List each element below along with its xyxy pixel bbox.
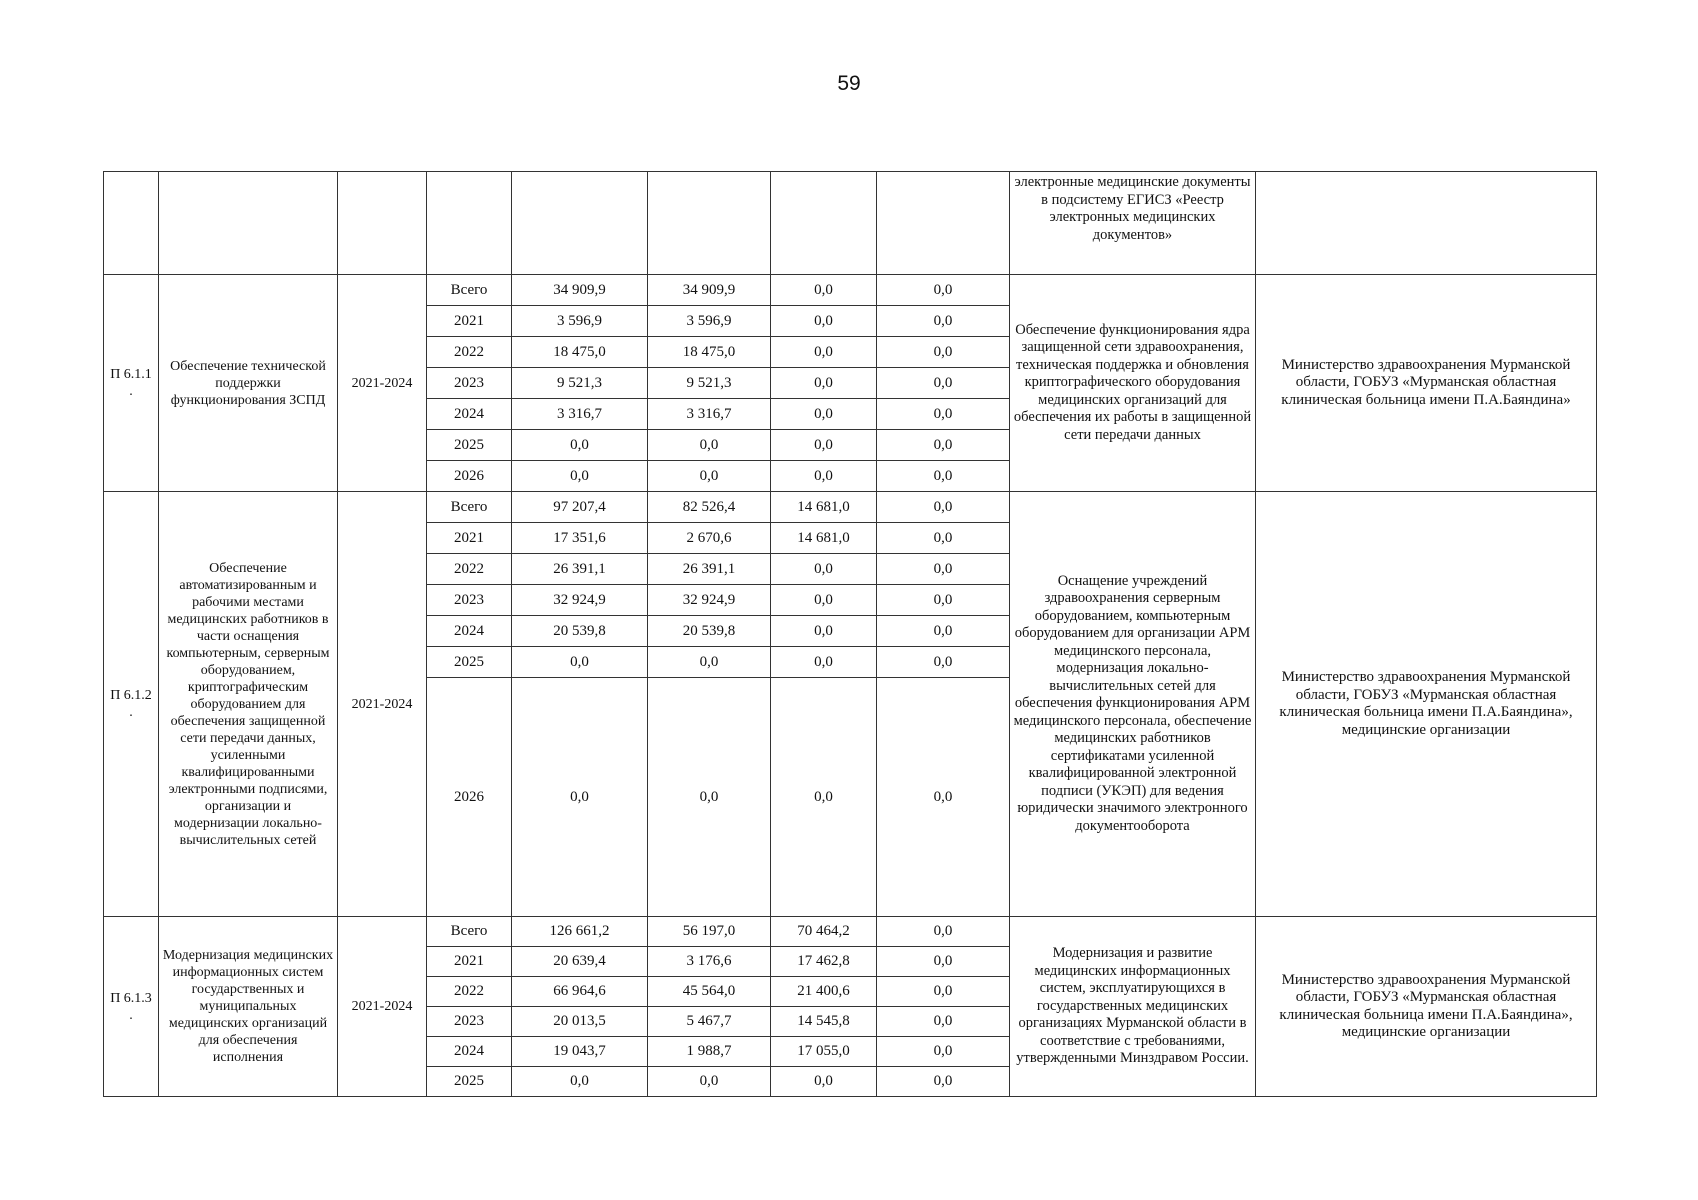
value-source-2: 0,0 [771, 616, 877, 647]
item-name: Модернизация медицинских информационных систем государственных и муниципальных медицинских организаций для обеспечения исполнения [159, 917, 338, 1097]
item-code: П 6.1.2 . [104, 492, 159, 917]
value-source-3: 0,0 [877, 917, 1010, 947]
year-cell: 2023 [427, 585, 512, 616]
value-total: 20 013,5 [512, 1007, 648, 1037]
code-cell [104, 172, 159, 275]
year-cell: Всего [427, 275, 512, 306]
value-source-1: 0,0 [648, 461, 771, 492]
value-source-3: 0,0 [877, 337, 1010, 368]
value-total: 0,0 [512, 461, 648, 492]
value-source-3: 0,0 [877, 585, 1010, 616]
value-total: 32 924,9 [512, 585, 648, 616]
table-body [104, 172, 1597, 1097]
value-source-3: 0,0 [877, 947, 1010, 977]
value-source-2: 0,0 [771, 1067, 877, 1097]
item-description: Модернизация и развитие медицинских информационных систем, эксплуатирующихся в государственных медицинских организациях Мурманской области в соответствие с требованиями, утвержденными Минздравом России. [1010, 917, 1256, 1097]
value-total: 126 661,2 [512, 917, 648, 947]
value-source-2: 0,0 [771, 585, 877, 616]
continuation-row [104, 172, 1597, 275]
year-cell: 2025 [427, 1067, 512, 1097]
value-source-3: 0,0 [877, 306, 1010, 337]
item-period: 2021-2024 [338, 917, 427, 1097]
year-cell: 2022 [427, 337, 512, 368]
year-cell: 2024 [427, 399, 512, 430]
responsible-cell [1256, 172, 1597, 275]
value-total: 66 964,6 [512, 977, 648, 1007]
value-source-3: 0,0 [877, 977, 1010, 1007]
value-cell [648, 172, 771, 275]
value-total: 0,0 [512, 647, 648, 678]
value-source-3: 0,0 [877, 1067, 1010, 1097]
year-cell: 2024 [427, 616, 512, 647]
value-cell [771, 172, 877, 275]
year-cell [427, 172, 512, 275]
value-source-3: 0,0 [877, 554, 1010, 585]
table-row [104, 917, 1597, 947]
value-source-2: 0,0 [771, 337, 877, 368]
value-source-1: 1 988,7 [648, 1037, 771, 1067]
value-total: 20 639,4 [512, 947, 648, 977]
value-source-1: 2 670,6 [648, 523, 771, 554]
name-cell [159, 172, 338, 275]
table-row [104, 492, 1597, 523]
value-source-1: 56 197,0 [648, 917, 771, 947]
period-cell [338, 172, 427, 275]
value-source-1: 0,0 [648, 647, 771, 678]
value-total: 3 596,9 [512, 306, 648, 337]
value-source-1: 3 596,9 [648, 306, 771, 337]
value-source-3: 0,0 [877, 523, 1010, 554]
item-responsible: Министерство здравоохранения Мурманской области, ГОБУЗ «Мурманская областная клиническая больница имени П.А.Баяндина» [1256, 275, 1597, 492]
value-total: 97 207,4 [512, 492, 648, 523]
value-source-2: 17 462,8 [771, 947, 877, 977]
year-cell: 2023 [427, 1007, 512, 1037]
value-source-1: 82 526,4 [648, 492, 771, 523]
year-cell: 2021 [427, 947, 512, 977]
year-cell: Всего [427, 492, 512, 523]
value-total: 0,0 [512, 678, 648, 917]
year-cell: 2026 [427, 461, 512, 492]
value-total: 9 521,3 [512, 368, 648, 399]
year-cell: Всего [427, 917, 512, 947]
year-cell: 2023 [427, 368, 512, 399]
value-source-2: 70 464,2 [771, 917, 877, 947]
year-cell: 2022 [427, 977, 512, 1007]
value-source-2: 0,0 [771, 430, 877, 461]
value-cell [512, 172, 648, 275]
value-total: 0,0 [512, 430, 648, 461]
value-total: 34 909,9 [512, 275, 648, 306]
value-cell [877, 172, 1010, 275]
value-total: 26 391,1 [512, 554, 648, 585]
value-source-2: 0,0 [771, 678, 877, 917]
value-source-1: 0,0 [648, 1067, 771, 1097]
value-source-2: 0,0 [771, 554, 877, 585]
value-source-2: 0,0 [771, 368, 877, 399]
value-source-3: 0,0 [877, 678, 1010, 917]
description-cell: электронные медицинские документы в подсистему ЕГИСЗ «Реестр электронных медицинских документов» [1010, 172, 1256, 275]
item-name: Обеспечение автоматизированным и рабочими местами медицинских работников в части оснащения компьютерным, серверным оборудованием, криптографическим оборудованием для обеспечения защищенной сети передачи данных, усиленными квалифицированными электронными подписями, организации и модернизации локально-вычислительных сетей [159, 492, 338, 917]
value-source-2: 14 681,0 [771, 523, 877, 554]
value-source-1: 32 924,9 [648, 585, 771, 616]
item-description: Обеспечение функционирования ядра защищенной сети здравоохранения, техническая поддержка и обновления криптографического оборудования медицинских организаций для обеспечения их работы в защищенной сети передачи данных [1010, 275, 1256, 492]
item-responsible: Министерство здравоохранения Мурманской области, ГОБУЗ «Мурманская областная клиническая больница имени П.А.Баяндина», медицинские организации [1256, 492, 1597, 917]
value-source-3: 0,0 [877, 275, 1010, 306]
item-name: Обеспечение технической поддержки функционирования ЗСПД [159, 275, 338, 492]
value-source-1: 20 539,8 [648, 616, 771, 647]
year-cell: 2025 [427, 647, 512, 678]
item-responsible: Министерство здравоохранения Мурманской области, ГОБУЗ «Мурманская областная клиническая больница имени П.А.Баяндина», медицинские организации [1256, 917, 1597, 1097]
value-source-1: 26 391,1 [648, 554, 771, 585]
item-period: 2021-2024 [338, 275, 427, 492]
value-source-3: 0,0 [877, 1037, 1010, 1067]
year-cell: 2024 [427, 1037, 512, 1067]
value-source-2: 14 545,8 [771, 1007, 877, 1037]
value-source-3: 0,0 [877, 368, 1010, 399]
item-period: 2021-2024 [338, 492, 427, 917]
item-code: П 6.1.1 . [104, 275, 159, 492]
value-source-1: 0,0 [648, 678, 771, 917]
value-source-1: 3 176,6 [648, 947, 771, 977]
year-cell: 2022 [427, 554, 512, 585]
value-source-2: 14 681,0 [771, 492, 877, 523]
value-source-2: 0,0 [771, 461, 877, 492]
value-source-2: 0,0 [771, 306, 877, 337]
value-source-1: 0,0 [648, 430, 771, 461]
value-source-3: 0,0 [877, 461, 1010, 492]
value-source-2: 0,0 [771, 647, 877, 678]
value-source-3: 0,0 [877, 430, 1010, 461]
year-cell: 2025 [427, 430, 512, 461]
value-source-2: 17 055,0 [771, 1037, 877, 1067]
page-number: 59 [837, 72, 861, 95]
value-source-1: 34 909,9 [648, 275, 771, 306]
value-source-1: 45 564,0 [648, 977, 771, 1007]
year-cell: 2021 [427, 306, 512, 337]
value-source-2: 0,0 [771, 399, 877, 430]
value-source-2: 0,0 [771, 275, 877, 306]
value-total: 17 351,6 [512, 523, 648, 554]
value-total: 0,0 [512, 1067, 648, 1097]
value-total: 18 475,0 [512, 337, 648, 368]
year-cell: 2021 [427, 523, 512, 554]
table-row [104, 275, 1597, 306]
value-source-1: 3 316,7 [648, 399, 771, 430]
value-total: 3 316,7 [512, 399, 648, 430]
value-source-3: 0,0 [877, 647, 1010, 678]
value-source-2: 21 400,6 [771, 977, 877, 1007]
value-total: 19 043,7 [512, 1037, 648, 1067]
item-description: Оснащение учреждений здравоохранения серверным оборудованием, компьютерным оборудованием для организации АРМ медицинского персонала, модернизация локально-вычислительных сетей для обеспечения функционирования АРМ медицинского персонала, обеспечение медицинских работников сертификатами усиленной квалифицированной электронной подписи (УКЭП) для ведения юридически значимого электронного документооборота [1010, 492, 1256, 917]
value-source-1: 5 467,7 [648, 1007, 771, 1037]
value-source-3: 0,0 [877, 399, 1010, 430]
value-source-3: 0,0 [877, 492, 1010, 523]
value-source-1: 18 475,0 [648, 337, 771, 368]
value-source-3: 0,0 [877, 1007, 1010, 1037]
budget-table [103, 171, 1597, 1097]
value-total: 20 539,8 [512, 616, 648, 647]
value-source-3: 0,0 [877, 616, 1010, 647]
year-cell: 2026 [427, 678, 512, 917]
value-source-1: 9 521,3 [648, 368, 771, 399]
item-code: П 6.1.3 . [104, 917, 159, 1097]
